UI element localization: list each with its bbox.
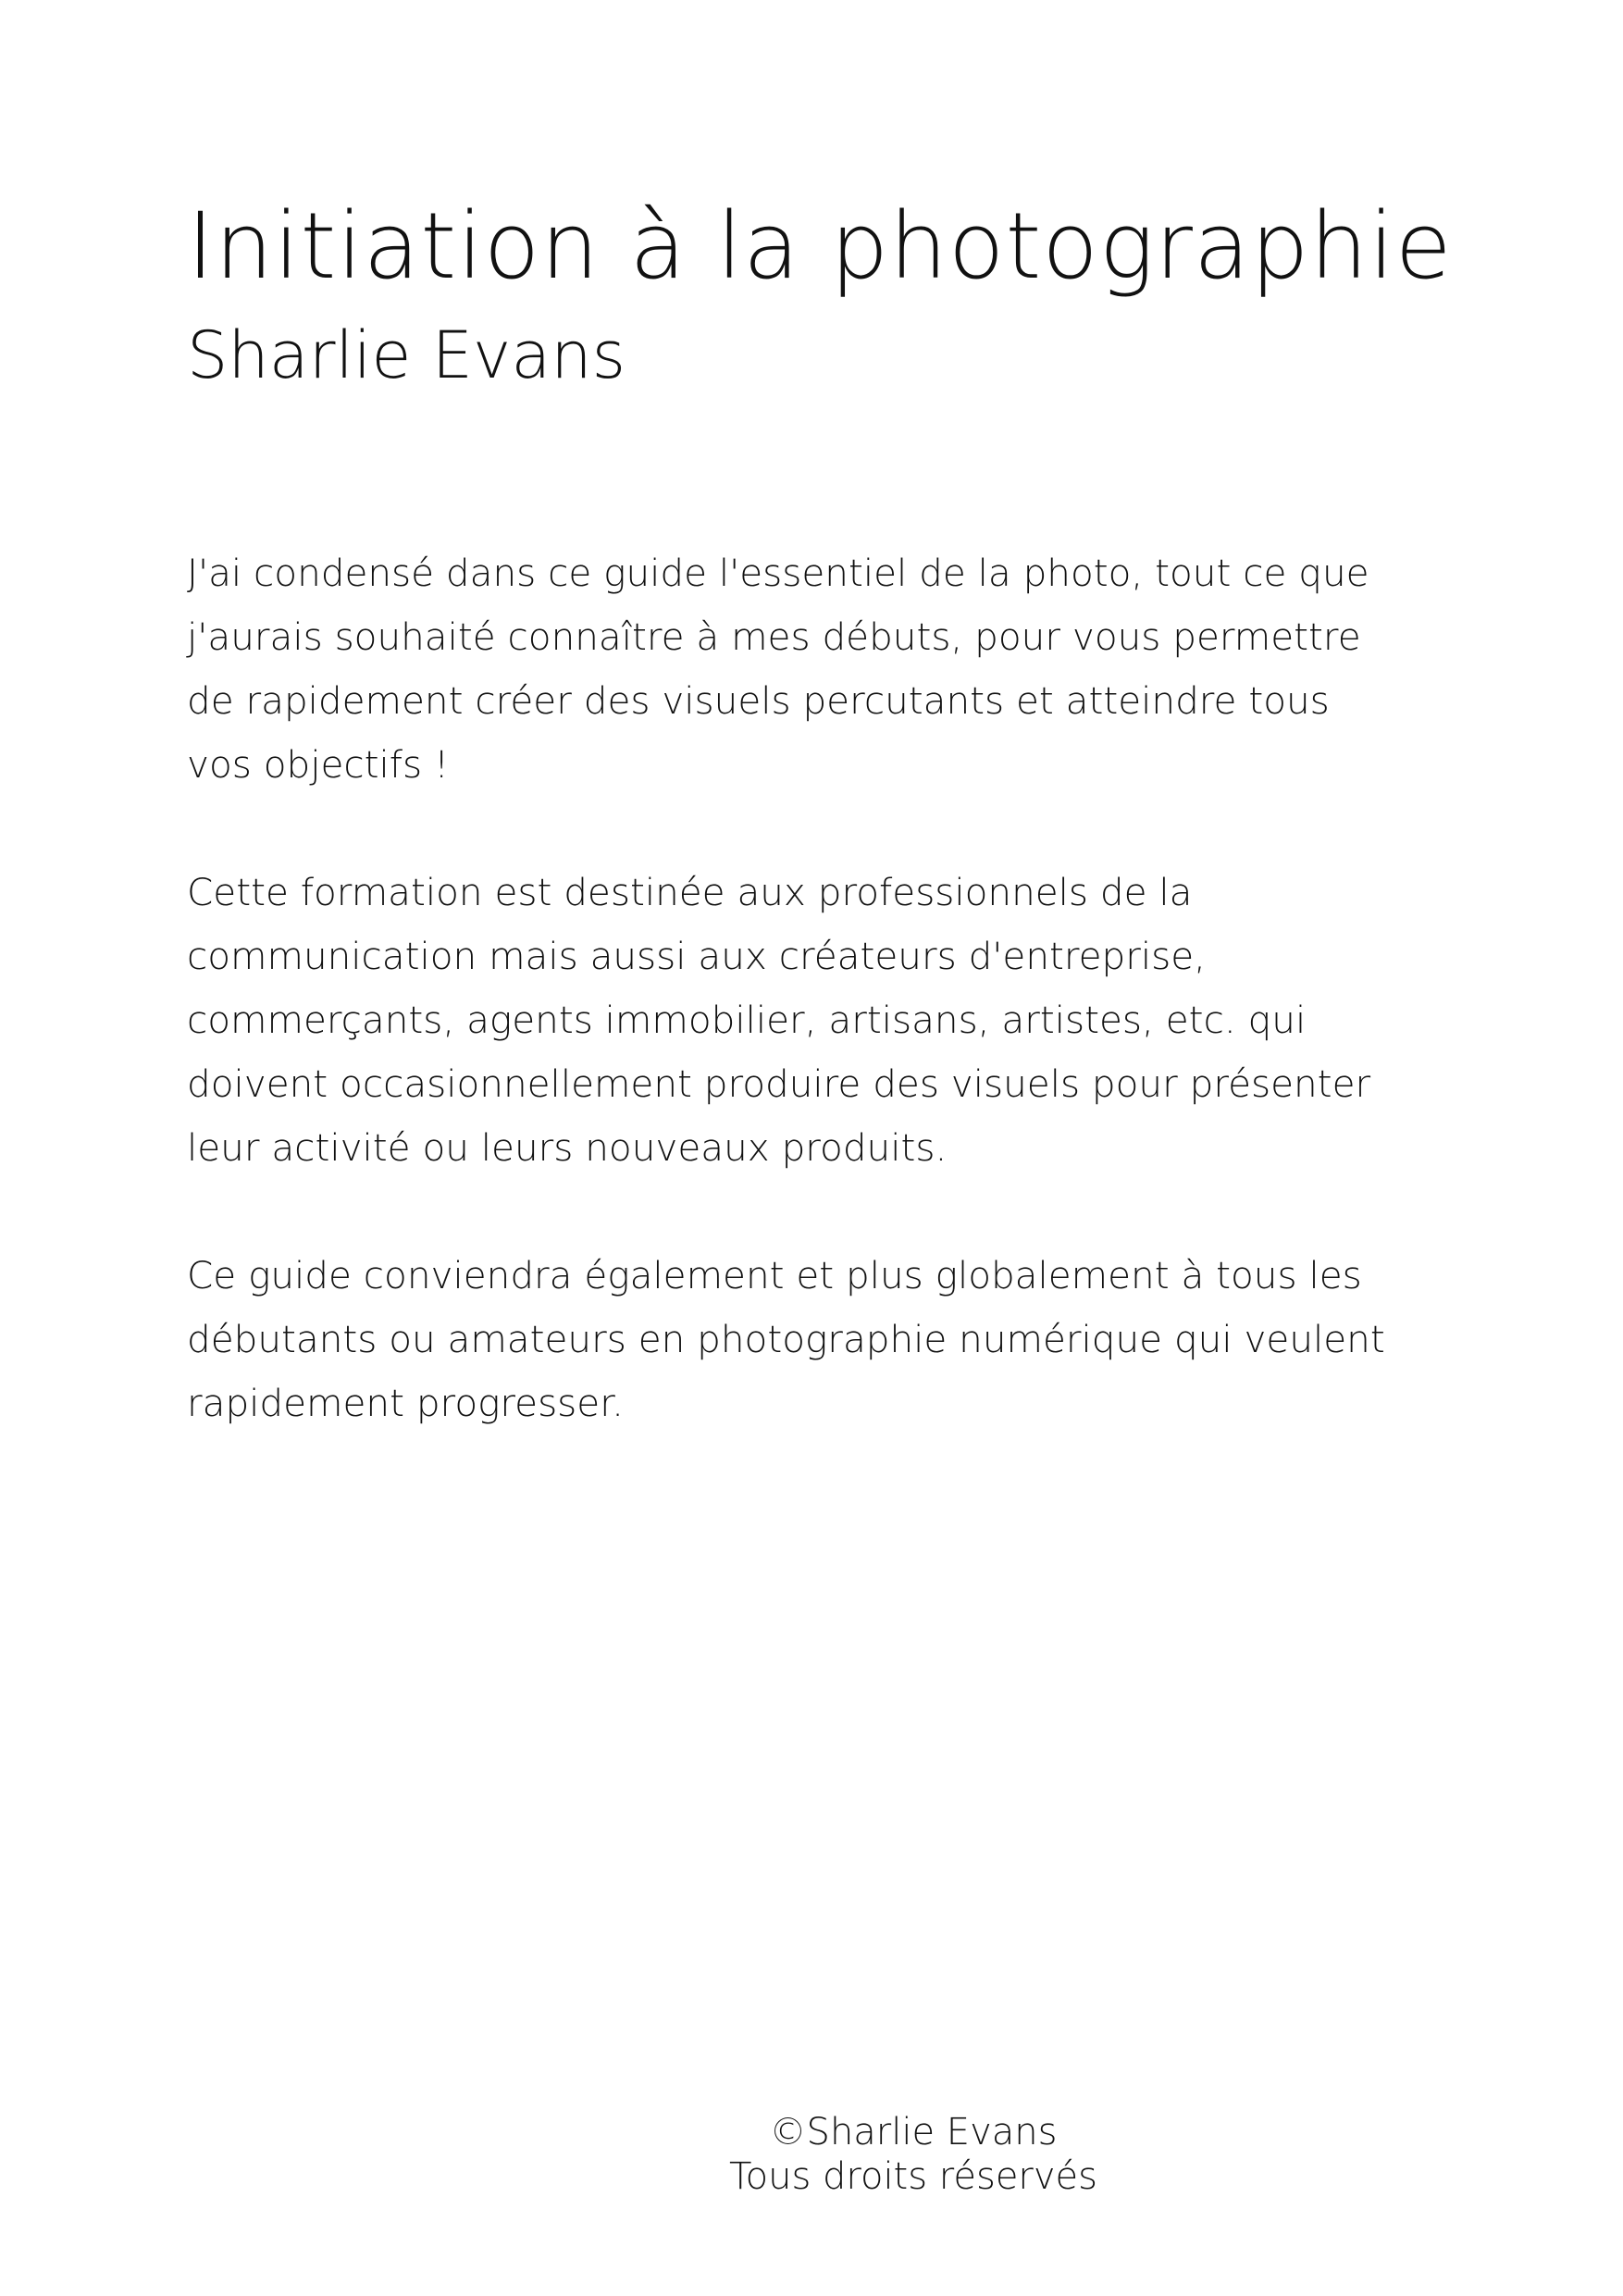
document-title: Initiation à la photographie [187, 193, 1453, 300]
text-line: commerçants, agents immobilier, artisans, artistes, etc. qui [187, 998, 1307, 1042]
paragraph-audience [187, 861, 1482, 1180]
text-line: de rapidement créer des visuels percutants et atteindre tous [187, 678, 1330, 723]
text-line: vos objectifs ! [187, 742, 450, 787]
paragraph-beginners [187, 1244, 1482, 1435]
text-line: rapidement progresser. [187, 1381, 624, 1425]
document-author: Sharlie Evans [187, 317, 626, 393]
text-line: doivent occasionnellement produire des visuels pour présenter [187, 1061, 1371, 1106]
footer-copyright: ©Sharlie Evans [769, 2111, 1058, 2153]
text-line: J'ai condensé dans ce guide l'essentiel de la photo, tout ce que [187, 551, 1369, 595]
paragraph-intro [187, 541, 1482, 797]
text-line: j'aurais souhaité connaître à mes débuts, pour vous permettre [187, 614, 1361, 659]
document-footer [0, 2110, 1623, 2199]
text-line: Ce guide conviendra également et plus globalement à tous les [187, 1253, 1362, 1297]
text-line: Cette formation est destinée aux professionnels de la [187, 870, 1193, 914]
text-line: débutants ou amateurs en photographie numérique qui veulent [187, 1317, 1385, 1361]
document-body [187, 541, 1482, 1499]
text-line: leur activité ou leurs nouveaux produits. [187, 1125, 948, 1170]
text-line: communication mais aussi aux créateurs d'entreprise, [187, 934, 1207, 978]
footer-rights: Tous droits réservés [729, 2155, 1097, 2198]
